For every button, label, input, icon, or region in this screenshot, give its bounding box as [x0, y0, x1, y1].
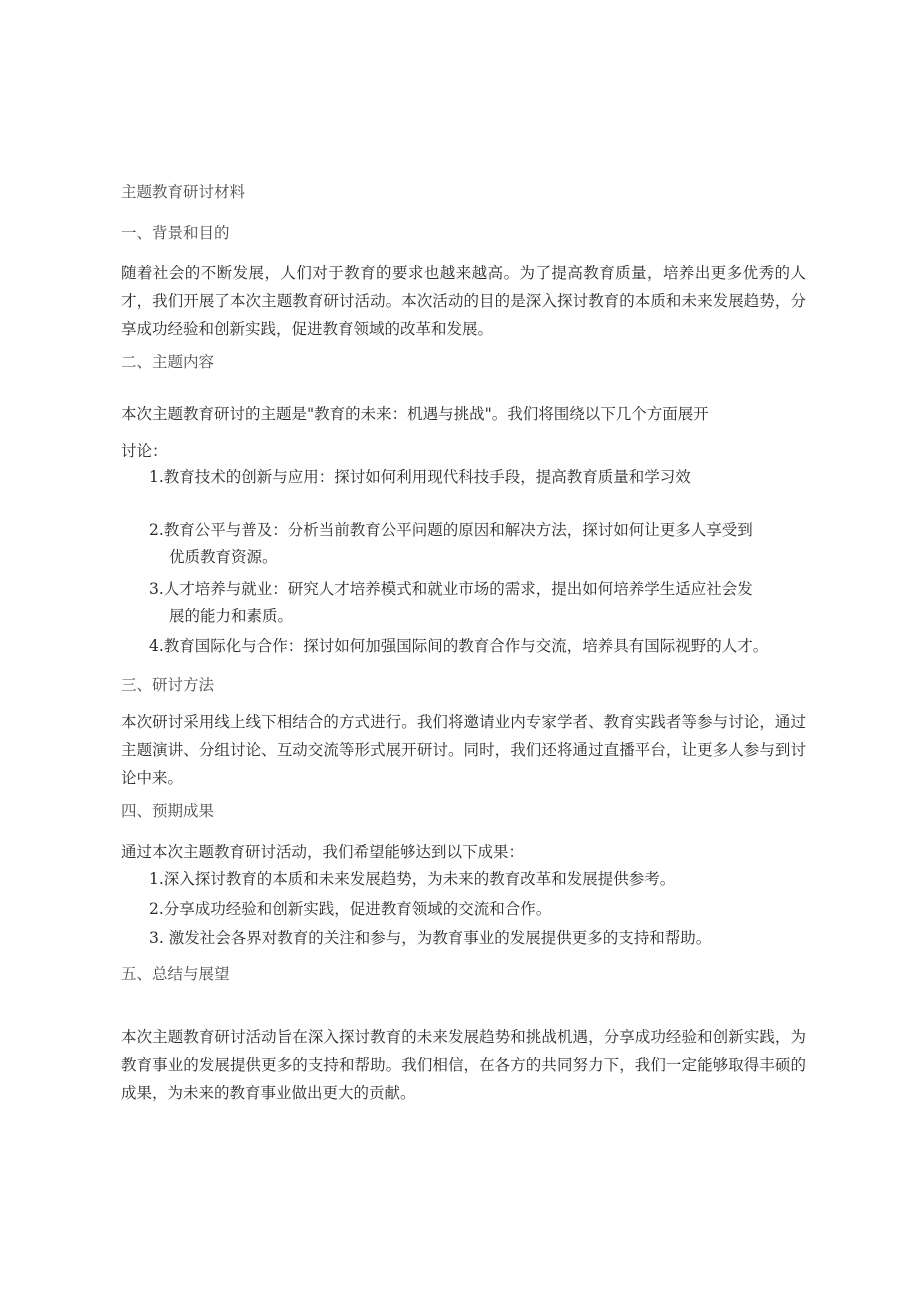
topic-item-number: 4.: [149, 637, 164, 655]
outcome-item-2: [149, 896, 806, 923]
topic-item-text: 人才培养与就业：研究人才培养模式和就业市场的需求，提出如何培养学生适应社会发: [163, 580, 753, 598]
outcome-item-text: 深入探讨教育的本质和未来发展趋势，为未来的教育改革和发展提供参考。: [163, 870, 676, 888]
topic-item-4: [149, 633, 829, 660]
section-heading-methods: 三、研讨方法: [121, 676, 215, 694]
topic-item-number: 2.: [149, 521, 164, 539]
outcome-item-text: 激发社会各界对教育的关注和参与，为教育事业的发展提供更多的支持和帮助。: [163, 929, 712, 947]
topic-item-text: 教育公平与普及：分析当前教育公平问题的原因和解决方法，探讨如何让更多人享受到: [163, 521, 753, 539]
topic-item-3: [149, 576, 806, 630]
section-paragraph-summary: 本次主题教育研讨活动旨在深入探讨教育的未来发展趋势和挑战机遇，分享成功经验和创新实践，为教育事业的发展提供更多的支持和帮助。我们相信，在各方的共同努力下，我们一定能够取得丰硕的成果，为未来的教育事业做出更大的贡献。: [121, 1028, 806, 1102]
document-title: 主题教育研讨材料: [121, 183, 246, 201]
section-heading-outcomes: 四、预期成果: [121, 802, 215, 820]
topic-item-text-continued: 优质教育资源。: [169, 548, 278, 566]
topic-item-text: 教育国际化与合作：探讨如何加强国际间的教育合作与交流，培养具有国际视野的人才。: [163, 637, 769, 655]
outcome-item-1: [149, 866, 806, 893]
section-heading-summary: 五、总结与展望: [121, 965, 230, 983]
section-paragraph-background: 随着社会的不断发展，人们对于教育的要求也越来越高。为了提高教育质量，培养出更多优秀的人才，我们开展了本次主题教育研讨活动。本次活动的目的是深入探讨教育的本质和未来发展趋势，分享成功经验和创新实践，促进教育领域的改革和发展。: [121, 264, 806, 338]
topic-item-2: [149, 517, 806, 571]
section-heading-topics: 二、主题内容: [121, 353, 215, 371]
outcome-item-number: 1.: [149, 870, 164, 888]
section-heading-background: 一、背景和目的: [121, 224, 230, 242]
topic-item-number: 1.: [149, 468, 164, 486]
topic-item-text-continued: 展的能力和素质。: [169, 607, 294, 625]
section-paragraph-methods: 本次研讨采用线上线下相结合的方式进行。我们将邀请业内专家学者、教育实践者等参与讨论，通过主题演讲、分组讨论、互动交流等形式展开研讨。同时，我们还将通过直播平台，让更多人参与到讨论中来。: [121, 713, 806, 787]
outcome-item-3: [149, 925, 806, 952]
outcome-item-number: 3.: [149, 929, 164, 947]
topics-intro-line-2: 讨论：: [121, 442, 168, 460]
topic-item-1: [149, 464, 806, 491]
outcome-item-text: 分享成功经验和创新实践，促进教育领域的交流和合作。: [163, 900, 552, 918]
topic-item-number: 3.: [149, 580, 164, 598]
topics-intro-line-1: 本次主题教育研讨的主题是"教育的未来：机遇与挑战"。我们将围绕以下几个方面展开: [121, 405, 709, 423]
outcomes-intro: 通过本次主题教育研讨活动，我们希望能够达到以下成果：: [121, 843, 525, 861]
topic-item-text: 教育技术的创新与应用：探讨如何利用现代科技手段，提高教育质量和学习效: [163, 468, 691, 486]
outcome-item-number: 2.: [149, 900, 164, 918]
